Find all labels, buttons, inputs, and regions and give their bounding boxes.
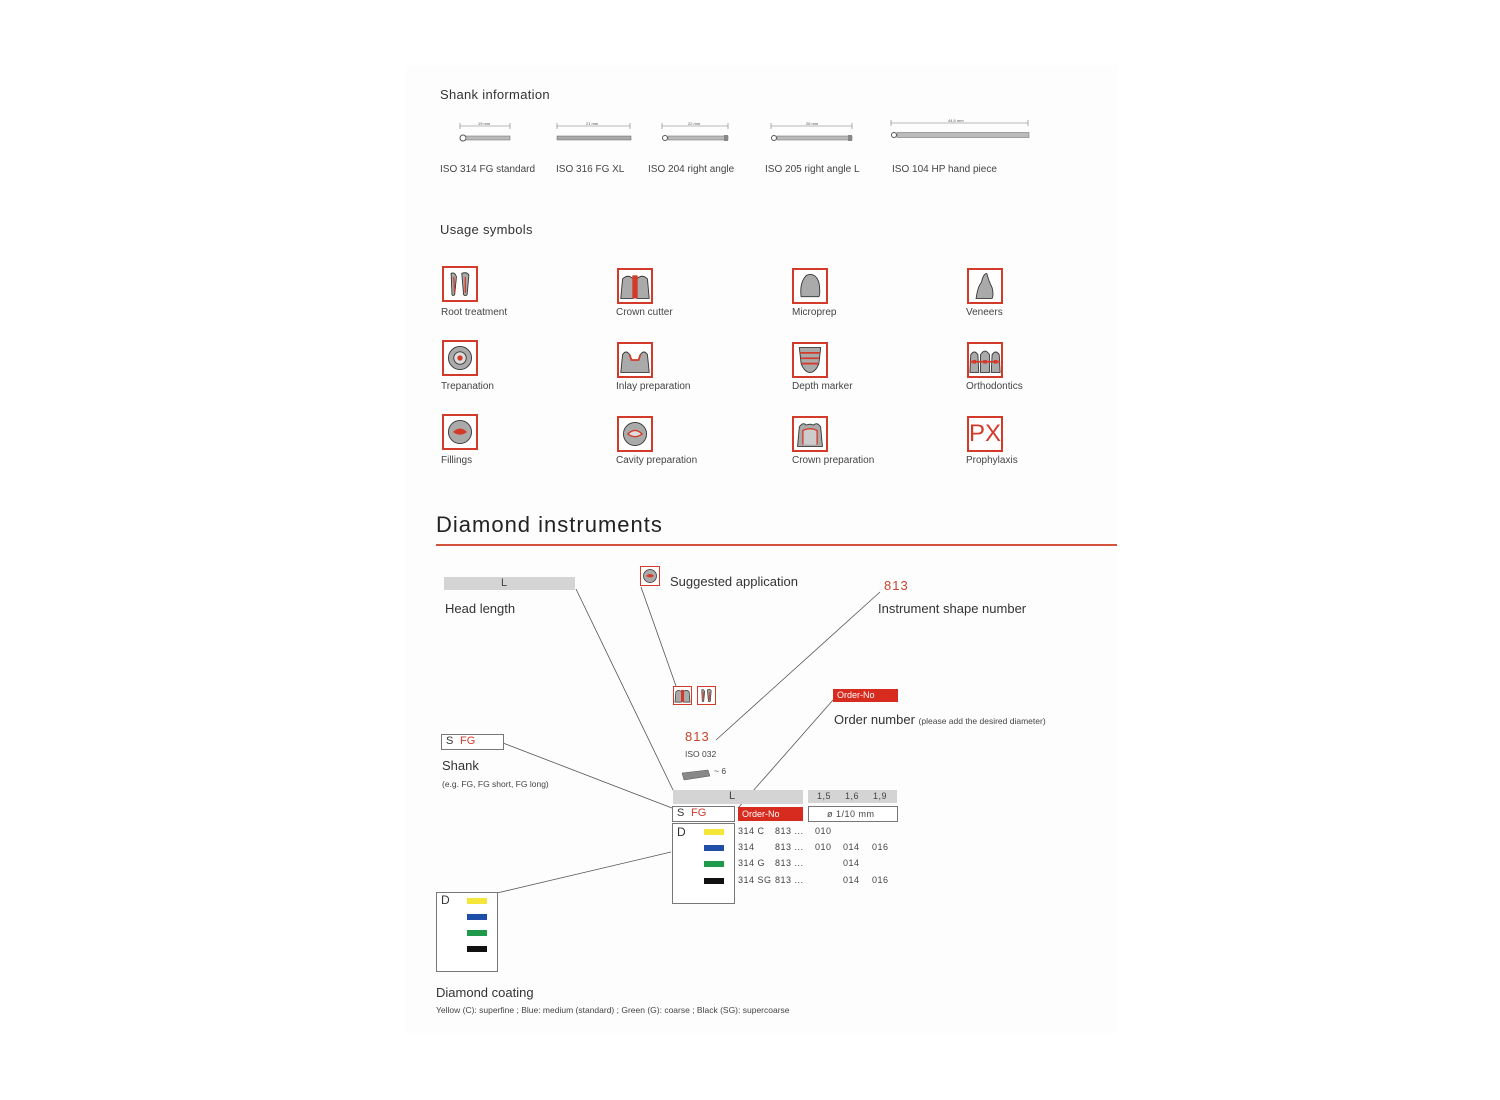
small-crown-cutter-icon (673, 686, 692, 705)
diameter-2: 1,6 (845, 791, 860, 801)
cavity-preparation-label: Cavity preparation (616, 455, 698, 466)
row-shape: 813 ... (775, 875, 804, 885)
svg-text:22 mm: 22 mm (688, 121, 701, 126)
depth-marker-label: Depth marker (792, 381, 853, 392)
root-treatment-label: Root treatment (441, 307, 508, 318)
trepanation-label: Trepanation (441, 381, 494, 392)
row-code: 314 G (738, 858, 766, 868)
row-shape: 813 ... (775, 858, 804, 868)
row-size: 016 (872, 842, 889, 852)
row-shape: 813 ... (775, 842, 804, 852)
row-size: 014 (843, 875, 860, 885)
shank-callout-note: (e.g. FG, FG short, FG long) (442, 779, 549, 789)
shank-label-314: ISO 314 FG standard (440, 164, 536, 175)
prophylaxis-icon: PX (967, 416, 1003, 452)
prophylaxis-label: Prophylaxis (966, 455, 1018, 466)
orthodontics-label: Orthodontics (966, 381, 1023, 392)
shank-callout-box: S FG (441, 734, 504, 750)
coating-swatch-black (467, 946, 487, 952)
iso-number: ISO 032 (685, 749, 717, 759)
diameter-header-bar (808, 790, 897, 803)
row-code: 314 (738, 842, 755, 852)
row-shape: 813 ... (775, 826, 804, 836)
shape-number-callout: 813 (884, 578, 909, 593)
order-number-label: Order number (please add the desired diameter) (834, 712, 1046, 727)
row-size: 014 (843, 842, 860, 852)
head-length-label: Head length (445, 601, 516, 616)
diameter-1: 1,5 (817, 791, 832, 801)
coating-swatch-green (467, 930, 487, 936)
svg-text:26 mm: 26 mm (806, 121, 819, 126)
shank-label-205: ISO 205 right angle L (765, 164, 860, 175)
crown-preparation-label: Crown preparation (792, 455, 875, 466)
row-size: 014 (843, 858, 860, 868)
crown-cutter-label: Crown cutter (616, 307, 673, 318)
center-length-bar: L (673, 790, 803, 804)
shank-heading: Shank information (440, 87, 550, 102)
row-code: 314 SG (738, 875, 772, 885)
shank-label-204: ISO 204 right angle (648, 164, 735, 175)
center-order-no-tag: Order-No (738, 807, 803, 821)
coating-note: Yellow (C): superfine ; Blue: medium (standard) ; Green (G): coarse ; Black (SG): supercoarse (436, 1005, 790, 1015)
instrument-head-drawing (680, 768, 714, 787)
suggested-application-icon (640, 566, 660, 586)
svg-text:21 mm: 21 mm (586, 121, 599, 126)
shape-number-label: Instrument shape number (878, 601, 1027, 616)
head-length-bar: L (444, 577, 575, 590)
center-swatch-black (704, 878, 724, 884)
inlay-preparation-label: Inlay preparation (616, 381, 691, 392)
center-shape-number: 813 (685, 729, 710, 744)
center-swatch-yellow (704, 829, 724, 835)
center-coating-box: D (672, 823, 735, 904)
center-swatch-blue (704, 845, 724, 851)
shank-dim-314: 19 mm (478, 121, 491, 126)
diamond-title: Diamond instruments (436, 512, 663, 537)
head-dimension: ~ 6 (714, 766, 727, 776)
usage-heading: Usage symbols (440, 222, 533, 237)
svg-text:44,5 mm: 44,5 mm (948, 118, 964, 123)
coating-swatch-blue (467, 914, 487, 920)
center-shank-box: S FG (672, 806, 735, 822)
row-code: 314 C (738, 826, 765, 836)
order-no-tag: Order-No (833, 689, 898, 702)
row-size: 010 (815, 842, 832, 852)
shank-callout-label: Shank (442, 758, 479, 773)
fillings-label: Fillings (441, 455, 473, 466)
coating-label: Diamond coating (436, 985, 534, 1000)
shank-label-104: ISO 104 HP hand piece (892, 164, 997, 175)
diameter-3: 1,9 (873, 791, 888, 801)
center-swatch-green (704, 861, 724, 867)
veneers-label: Veneers (966, 307, 1003, 318)
shank-label-316: ISO 316 FG XL (556, 164, 625, 175)
order-number-note: (please add the desired diameter) (918, 716, 1046, 726)
row-size: 016 (872, 875, 889, 885)
microprep-label: Microprep (792, 307, 837, 318)
small-root-treatment-icon (697, 686, 716, 705)
diameter-unit-box: ø 1/10 mm (808, 806, 898, 822)
coating-legend-box: D (436, 892, 498, 972)
coating-swatch-yellow (467, 898, 487, 904)
suggested-application-label: Suggested application (670, 574, 798, 589)
row-size: 010 (815, 826, 832, 836)
